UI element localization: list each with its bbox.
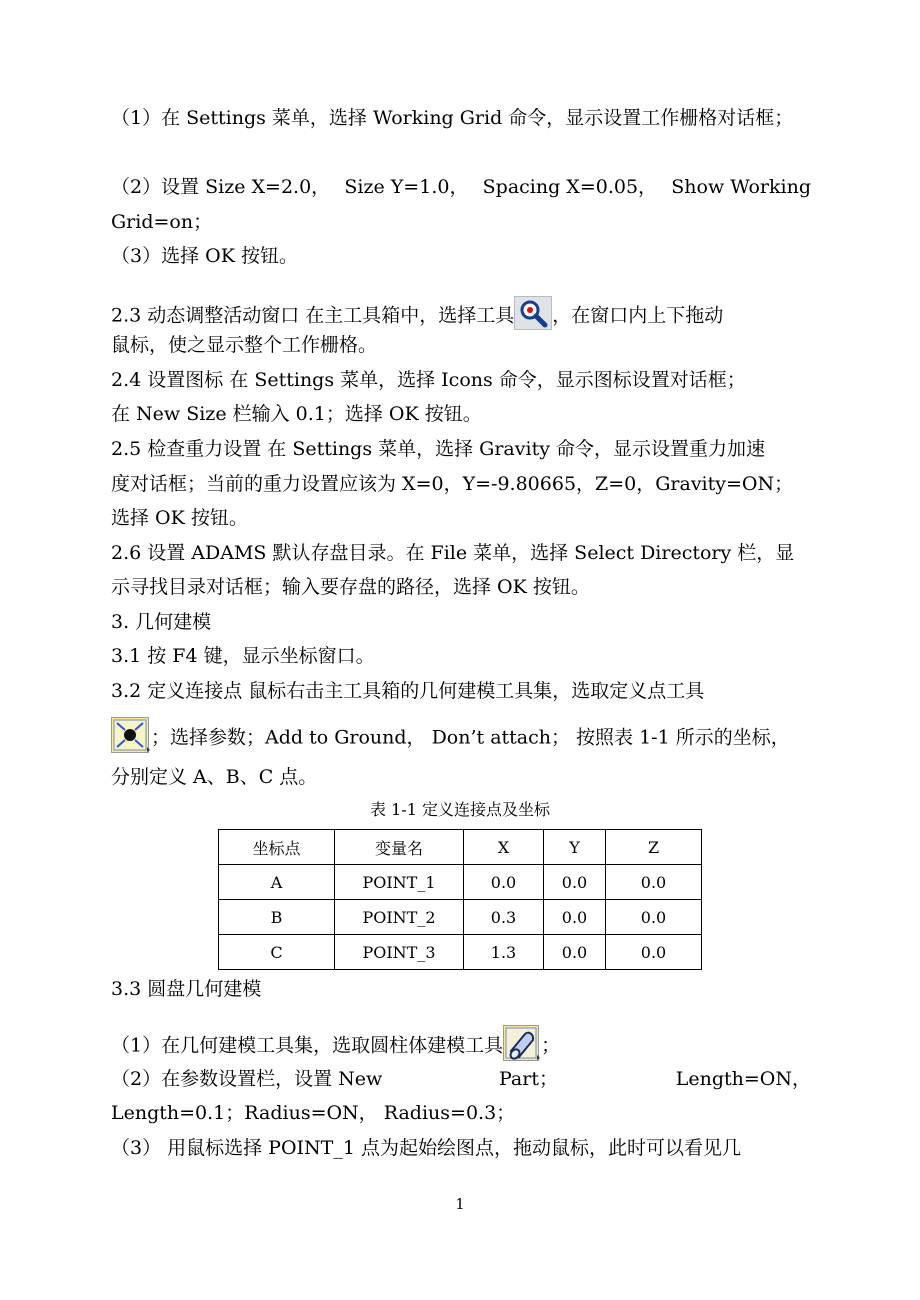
- para-cylinder-text-b: ；: [541, 1034, 561, 1057]
- para-point-params-text: ；选择参数；Add to Ground， Don’t attach； 按照表 1-1 所示的坐标，: [151, 726, 790, 749]
- para-2-5: 2.5 检查重力设置 在 Settings 菜单，选择 Gravity 命令，显示设置重力加速: [111, 438, 765, 460]
- table-cell: 0.0: [606, 865, 702, 900]
- table-cell: C: [219, 935, 335, 970]
- table-cell: POINT_1: [335, 865, 464, 900]
- table-header: 变量名: [335, 830, 464, 865]
- param-part-text: Part；: [499, 1068, 558, 1090]
- param-new-text: （2）在参数设置栏，设置 New: [111, 1068, 383, 1090]
- size-x-text: （2）设置 Size X=2.0，: [111, 176, 331, 198]
- table-cell: 0.0: [606, 935, 702, 970]
- table-header: Z: [606, 830, 702, 865]
- table-caption: 表 1-1 定义连接点及坐标: [370, 800, 550, 819]
- para-select-ok-2: 选择 OK 按钮。: [111, 507, 248, 529]
- para-select-ok: （3）选择 OK 按钮。: [111, 245, 298, 267]
- zoom-icon: [514, 296, 552, 337]
- point-tool-icon: [111, 717, 151, 760]
- table-cell: 0.0: [606, 900, 702, 935]
- para-new-size: 在 New Size 栏输入 0.1；选择 OK 按钮。: [111, 403, 482, 425]
- para-select-point: （3） 用鼠标选择 POINT_1 点为起始绘图点，拖动鼠标，此时可以看见几: [111, 1137, 741, 1159]
- para-2-6: 2.6 设置 ADAMS 默认存盘目录。在 File 菜单，选择 Select Directory 栏，显: [111, 542, 795, 564]
- table-cell: 0.0: [544, 900, 606, 935]
- table-header-row: [219, 830, 702, 865]
- cylinder-tool-icon: [503, 1025, 541, 1068]
- para-define-abc: 分别定义 A、B、C 点。: [111, 766, 318, 788]
- para-grid-on: Grid=on；: [111, 211, 213, 233]
- para-size-settings: [111, 174, 811, 200]
- para-settings-working-grid: （1）在 Settings 菜单，选择 Working Grid 命令，显示设置工作栅格对话框；: [111, 107, 794, 129]
- para-gravity-values: 度对话框；当前的重力设置应该为 X=0，Y=-9.80665，Z=0，Gravity=ON；: [111, 473, 794, 495]
- table-row: [219, 900, 702, 935]
- para-show-grid: 鼠标，使之显示整个工作栅格。: [111, 334, 378, 356]
- para-param-settings: [111, 1066, 811, 1092]
- para-2-3-text-a: 2.3 动态调整活动窗口 在主工具箱中，选择工具: [111, 304, 515, 327]
- para-point-params: [111, 717, 811, 760]
- table-cell: POINT_2: [335, 900, 464, 935]
- table-cell: 1.3: [464, 935, 544, 970]
- param-length-text: Length=ON，: [675, 1068, 811, 1090]
- table-cell: POINT_3: [335, 935, 464, 970]
- show-working-text: Show Working: [671, 176, 811, 198]
- table-header: X: [464, 830, 544, 865]
- heading-3-3: 3.3 圆盘几何建模: [111, 978, 262, 1000]
- para-cylinder-text-a: （1）在几何建模工具集，选取圆柱体建模工具: [111, 1034, 504, 1057]
- table-header: Y: [544, 830, 606, 865]
- para-3-1: 3.1 按 F4 键，显示坐标窗口。: [111, 645, 375, 667]
- para-directory: 示寻找目录对话框；输入要存盘的路径，选择 OK 按钮。: [111, 576, 590, 598]
- table-cell: 0.3: [464, 900, 544, 935]
- size-y-text: Size Y=1.0，: [344, 176, 469, 198]
- para-length-radius: Length=0.1；Radius=ON， Radius=0.3；: [111, 1102, 516, 1124]
- page-number: 1: [455, 1195, 465, 1213]
- coordinate-table: [218, 829, 702, 970]
- table-row: [219, 865, 702, 900]
- table-header: 坐标点: [219, 830, 335, 865]
- para-2-4: 2.4 设置图标 在 Settings 菜单，选择 Icons 命令，显示图标设置对话框；: [111, 369, 746, 391]
- heading-geometry: 3. 几何建模: [111, 611, 212, 633]
- para-3-2: 3.2 定义连接点 鼠标右击主工具箱的几何建模工具集，选取定义点工具: [111, 680, 705, 702]
- table-cell: 0.0: [544, 865, 606, 900]
- table-cell: B: [219, 900, 335, 935]
- table-row: [219, 935, 702, 970]
- spacing-text: Spacing X=0.05，: [482, 176, 658, 198]
- table-cell: A: [219, 865, 335, 900]
- para-2-3-text-b: ，在窗口内上下拖动: [552, 304, 724, 327]
- para-2-3: [111, 296, 811, 337]
- table-cell: 0.0: [544, 935, 606, 970]
- table-cell: 0.0: [464, 865, 544, 900]
- para-cylinder-tool: [111, 1025, 811, 1068]
